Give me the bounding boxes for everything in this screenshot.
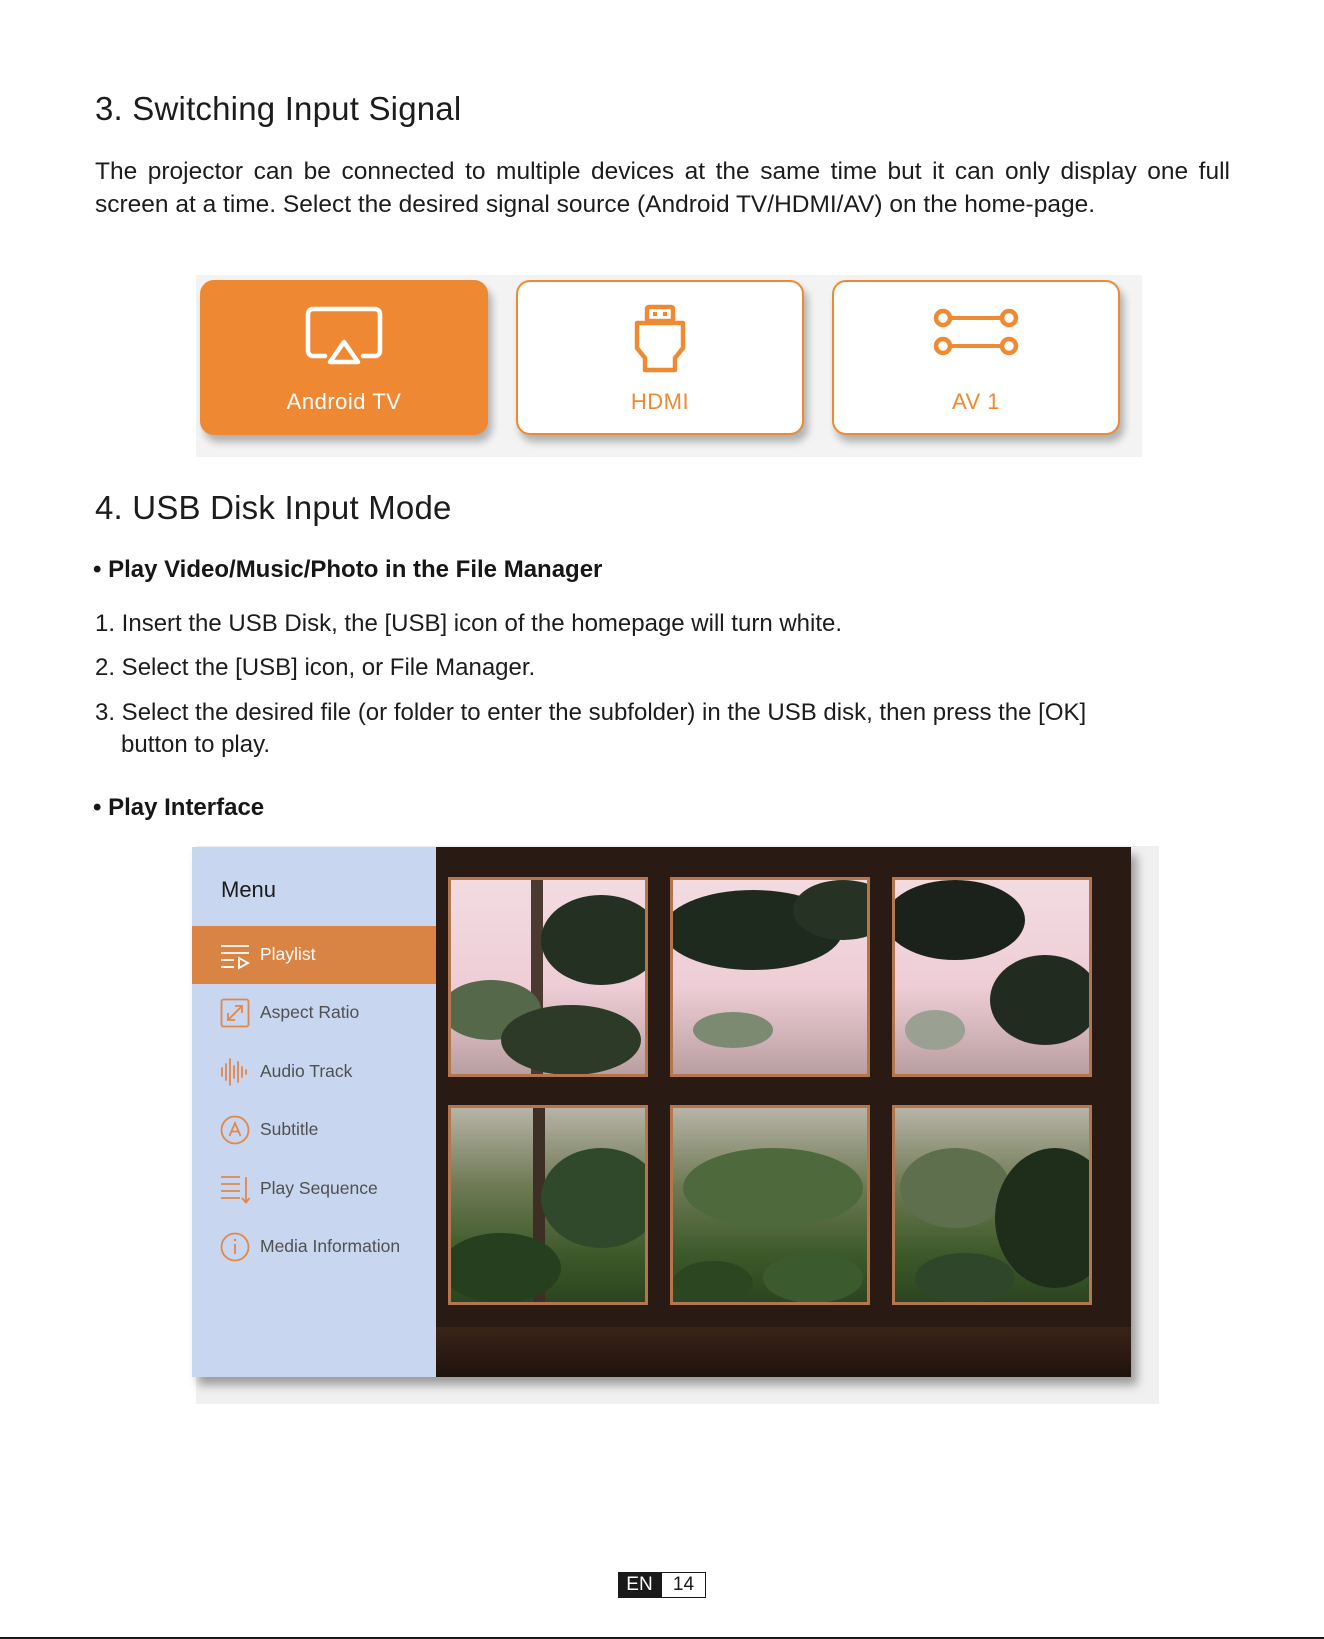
info-icon	[220, 1232, 250, 1262]
page-number-badge	[618, 1572, 706, 1598]
playlist-icon	[220, 940, 250, 970]
video-frame	[436, 847, 1131, 1377]
page-number: 14	[661, 1572, 706, 1598]
source-tile-av1[interactable]	[832, 280, 1120, 435]
menu-item-aspect-ratio[interactable]	[192, 984, 436, 1042]
subtitle-icon	[220, 1115, 250, 1145]
play-sequence-icon	[220, 1174, 250, 1204]
menu-item-label: Aspect Ratio	[260, 1002, 360, 1022]
av-connector-icon	[933, 304, 1019, 369]
hdmi-plug-icon	[625, 304, 695, 379]
menu-item-label: Audio Track	[260, 1061, 353, 1081]
menu-item-label: Subtitle	[260, 1119, 319, 1139]
window-sill	[436, 1327, 1131, 1377]
source-label: HDMI	[630, 389, 690, 414]
play-interface	[192, 847, 1131, 1377]
source-tile-hdmi[interactable]	[516, 280, 804, 435]
source-label: AV 1	[951, 389, 1001, 414]
section-4-heading: 4. USB Disk Input Mode	[95, 489, 452, 526]
audio-track-icon	[220, 1057, 250, 1087]
source-tile-android-tv[interactable]	[200, 280, 488, 435]
bullet-play-interface: • Play Interface	[93, 794, 265, 821]
step-3	[95, 697, 1230, 761]
menu-item-audio-track[interactable]	[192, 1043, 436, 1101]
menu-item-label: Media Information	[260, 1236, 401, 1256]
menu-item-play-sequence[interactable]	[192, 1160, 436, 1218]
source-label: Android TV	[286, 389, 402, 414]
section-3-paragraph: The projector can be connected to multiple devices at the same time but it can only display one full screen at a time. Select the desired signal source (Android TV/HDMI/AV) on the home-page.	[95, 158, 1230, 218]
window-pane	[448, 877, 648, 1077]
menu-item-label: Play Sequence	[260, 1178, 378, 1198]
window-pane	[448, 1105, 648, 1305]
section-3-heading: 3. Switching Input Signal	[95, 90, 462, 127]
cast-screen-icon	[303, 304, 385, 377]
step-3-text: 3. Select the desired file (or folder to enter the subfolder) in the USB disk, then press the [OK]	[95, 699, 1087, 726]
step-3-continuation: button to play.	[121, 731, 270, 758]
menu-item-playlist[interactable]	[192, 926, 436, 984]
menu-item-media-information[interactable]	[192, 1218, 436, 1276]
window-pane	[670, 1105, 870, 1305]
menu-item-label: Playlist	[260, 944, 316, 964]
play-menu	[192, 847, 436, 1377]
step-1: 1. Insert the USB Disk, the [USB] icon of the homepage will turn white.	[95, 610, 843, 637]
bullet-file-manager: • Play Video/Music/Photo in the File Manager	[93, 556, 603, 583]
menu-title: Menu	[221, 877, 277, 902]
menu-item-subtitle[interactable]	[192, 1101, 436, 1159]
window-pane	[892, 877, 1092, 1077]
window-pane	[670, 877, 870, 1077]
window-pane	[892, 1105, 1092, 1305]
step-2: 2. Select the [USB] icon, or File Manager.	[95, 654, 536, 681]
aspect-ratio-icon	[220, 998, 250, 1028]
language-tag: EN	[618, 1572, 661, 1598]
